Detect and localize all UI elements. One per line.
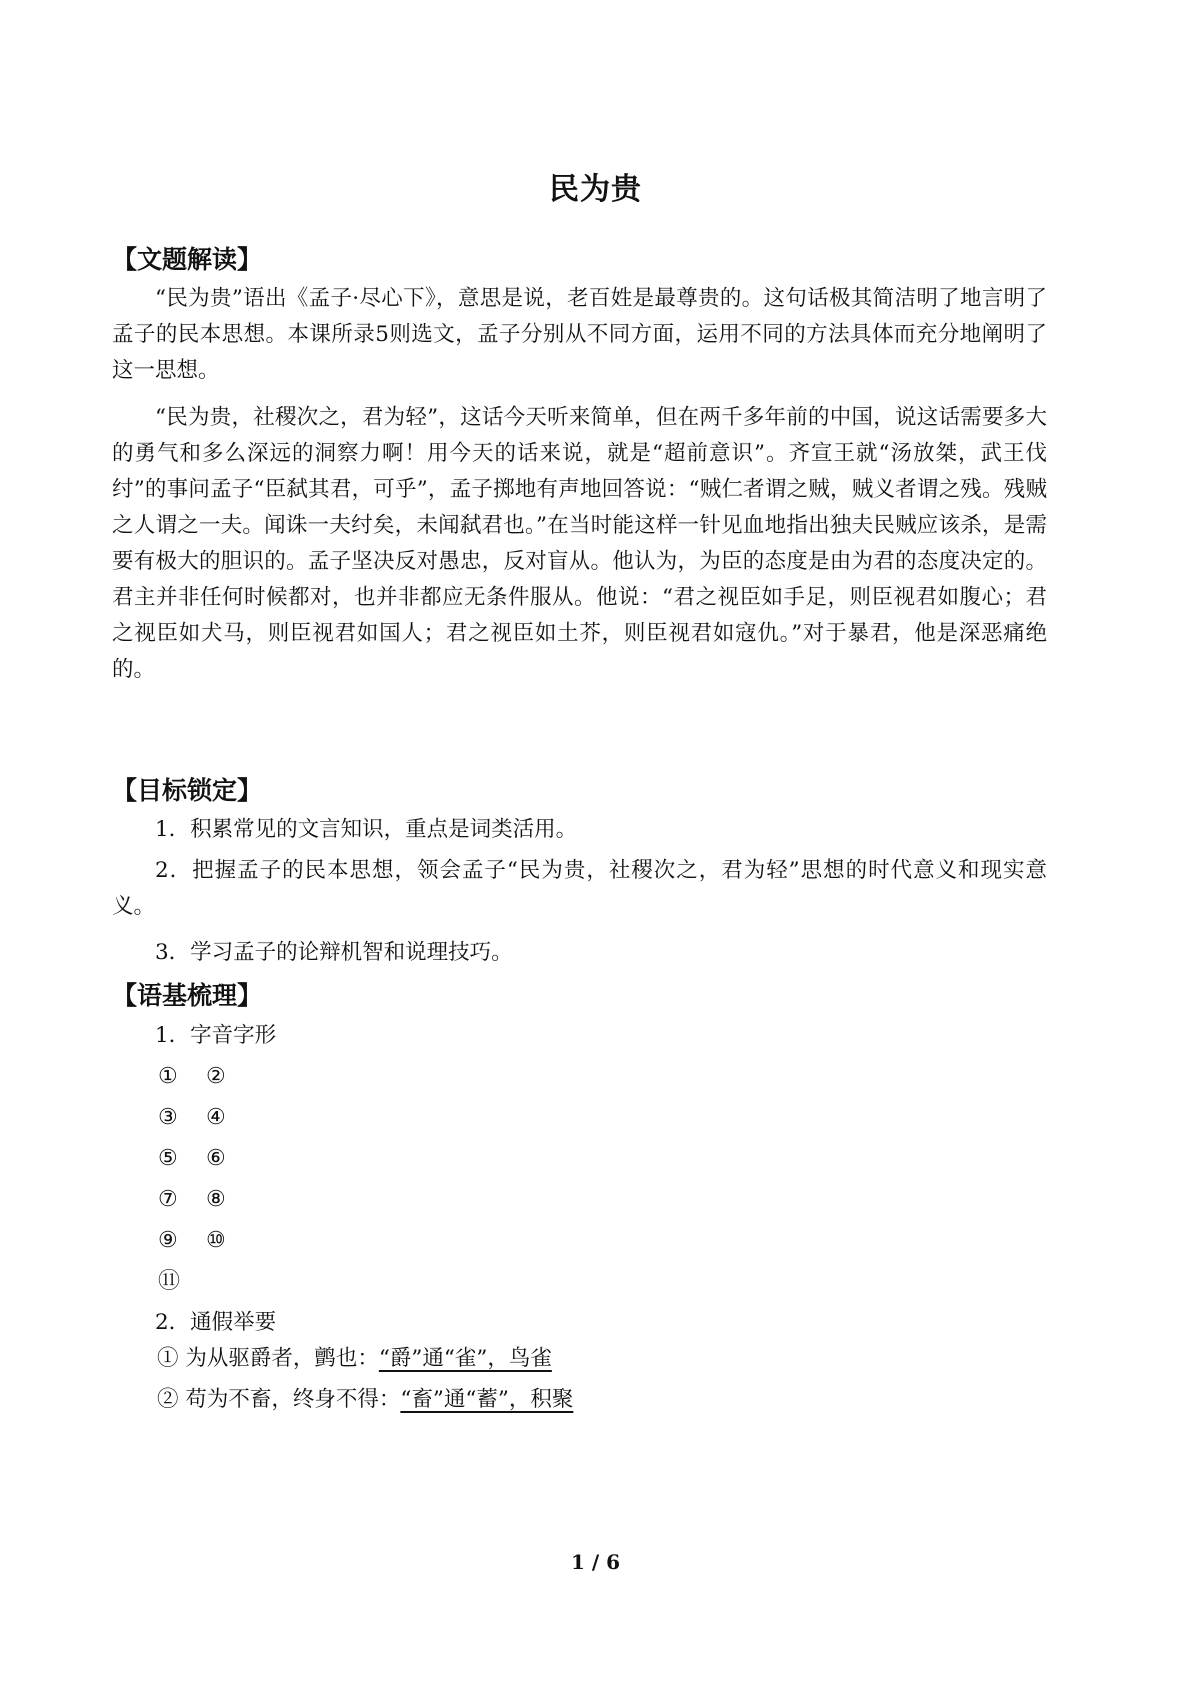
blank-row	[158, 1223, 254, 1259]
example-answer: “畜”通“蓄”，积聚	[400, 1387, 574, 1412]
blank-marker: ⑩	[206, 1228, 226, 1253]
blank-marker: ⑦	[158, 1187, 178, 1212]
blank-marker: ⑥	[206, 1146, 226, 1171]
blank-row	[158, 1059, 254, 1095]
section-heading-basics: 【语基梳理】	[112, 981, 263, 1010]
example-answer: “爵”通“雀”，鸟雀	[378, 1346, 552, 1371]
blank-marker: ③	[158, 1105, 178, 1130]
goal-item: 3．学习孟子的论辩机智和说理技巧。	[155, 940, 513, 965]
page-number: 1 / 6	[570, 1550, 621, 1574]
blank-row	[158, 1182, 254, 1218]
example-text: 为从驱爵者，鹯也：	[185, 1346, 379, 1371]
blank-marker: ⑤	[158, 1146, 178, 1171]
blank-row	[158, 1100, 254, 1136]
blank-row	[158, 1141, 254, 1177]
section-heading-reading: 【文题解读】	[112, 245, 263, 274]
blank-marker: ⑪	[158, 1269, 181, 1294]
subheading-loan-characters: 2．通假举要	[155, 1310, 277, 1335]
goal-item: 2．把握孟子的民本思想，领会孟子“民为贵，社稷次之，君为轻”思想的时代意义和现实意义。	[112, 858, 1047, 919]
example-number: ①	[157, 1346, 179, 1371]
example-number: ②	[157, 1387, 179, 1412]
subheading-pronunciation: 1．字音字形	[155, 1023, 277, 1048]
loan-example	[157, 1382, 573, 1418]
blank-marker: ④	[206, 1105, 226, 1130]
blank-marker: ①	[158, 1064, 178, 1089]
blank-row	[158, 1264, 206, 1300]
page-title: 民为贵	[549, 172, 642, 207]
reading-paragraph: “民为贵”语出《孟子·尽心下》，意思是说，老百姓是最尊贵的。这句话极其简洁明了地言明了孟子的民本思想。本课所录5则选文，孟子分别从不同方面，运用不同的方法具体而充分地阐明了这一思想。	[112, 286, 1047, 383]
blank-marker: ②	[206, 1064, 226, 1089]
blank-marker: ⑨	[158, 1228, 178, 1253]
section-heading-goals: 【目标锁定】	[112, 776, 263, 805]
reading-paragraph: “民为贵，社稷次之，君为轻”，这话今天听来简单，但在两千多年前的中国，说这话需要多大的勇气和多么深远的洞察力啊！用今天的话来说，就是“超前意识”。齐宣王就“汤放桀，武王伐纣”的事问孟子“臣弑其君，可乎”，孟子掷地有声地回答说：“贼仁者谓之贼，贼义者谓之残。残贼之人谓之一夫。闻诛一夫纣矣，未闻弑君也。”在当时能这样一针见血地指出独夫民贼应该杀，是需要有极大的胆识的。孟子坚决反对愚忠，反对盲从。他认为，为臣的态度是由为君的态度决定的。君主并非任何时候都对，也并非都应无条件服从。他说：“君之视臣如手足，则臣视君如腹心；君之视臣如犬马，则臣视君如国人；君之视臣如土芥，则臣视君如寇仇。”对于暴君，他是深恶痛绝的。	[112, 405, 1047, 682]
goal-item: 1．积累常见的文言知识，重点是词类活用。	[155, 817, 578, 842]
loan-example	[157, 1341, 552, 1377]
example-text: 苟为不畜，终身不得：	[185, 1387, 401, 1412]
blank-marker: ⑧	[206, 1187, 226, 1212]
